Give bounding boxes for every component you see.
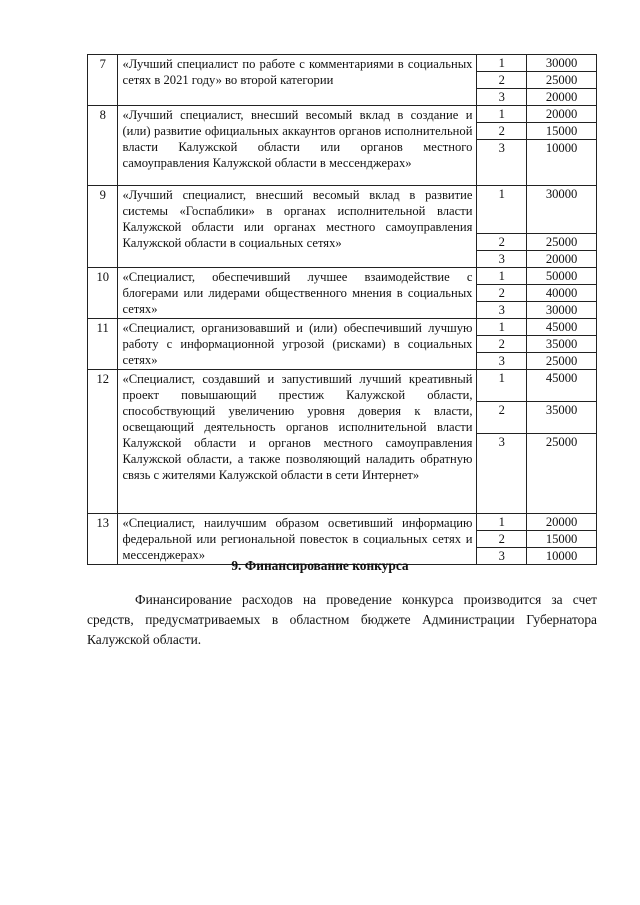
nomination-title: «Специалист, обеспечивший лучшее взаимодействие с блогерами или лидерами общественного мнения в социальных сетях» — [118, 268, 477, 319]
section-heading: 9. Финансирование конкурса — [231, 558, 409, 573]
prize-amount: 15000 — [527, 531, 597, 548]
section-paragraph: Финансирование расходов на проведение конкурса производится за счет средств, предусматриваемых в областном бюджете Администрации Губернатора Калужской области. — [87, 592, 597, 647]
prize-amount: 10000 — [527, 548, 597, 565]
prize-place: 1 — [477, 55, 527, 72]
nomination-number: 11 — [88, 319, 118, 370]
prize-amount: 25000 — [527, 434, 597, 514]
nomination-number: 9 — [88, 186, 118, 268]
nomination-title: «Специалист, организовавший и (или) обеспечивший лучшую работу с информационной угрозой (рисками) в социальных сетях» — [118, 319, 477, 370]
prize-amount: 40000 — [527, 285, 597, 302]
prize-amount: 25000 — [527, 72, 597, 89]
prize-place: 1 — [477, 370, 527, 402]
nomination-number: 8 — [88, 106, 118, 186]
nomination-title: «Лучший специалист, внесший весомый вклад в развитие системы «Госпаблики» в органах исполнительной власти Калужской области или органах местного самоуправления Калужской области в социальных сетях» — [118, 186, 477, 268]
nomination-number: 10 — [88, 268, 118, 319]
prize-amount: 50000 — [527, 268, 597, 285]
prize-amount: 20000 — [527, 106, 597, 123]
prize-place: 2 — [477, 72, 527, 89]
prize-amount: 35000 — [527, 336, 597, 353]
prize-place: 2 — [477, 234, 527, 251]
prize-amount: 10000 — [527, 140, 597, 186]
prize-place: 2 — [477, 285, 527, 302]
prize-place: 2 — [477, 402, 527, 434]
prize-place: 3 — [477, 353, 527, 370]
nomination-number: 12 — [88, 370, 118, 514]
awards-table-body — [88, 55, 597, 565]
nomination-number: 13 — [88, 514, 118, 565]
prize-amount: 20000 — [527, 514, 597, 531]
prize-place: 2 — [477, 123, 527, 140]
table-row — [88, 370, 597, 402]
prize-amount: 25000 — [527, 353, 597, 370]
table-row — [88, 55, 597, 72]
table-row — [88, 268, 597, 285]
prize-place: 1 — [477, 186, 527, 234]
prize-place: 1 — [477, 106, 527, 123]
table-row — [88, 514, 597, 531]
prize-amount: 30000 — [527, 55, 597, 72]
prize-amount: 30000 — [527, 186, 597, 234]
prize-place: 2 — [477, 531, 527, 548]
nomination-number: 7 — [88, 55, 118, 106]
prize-place: 3 — [477, 302, 527, 319]
nomination-title: «Лучший специалист по работе с комментариями в социальных сетях в 2021 году» во второй категории — [118, 55, 477, 106]
prize-place: 2 — [477, 336, 527, 353]
awards-table — [87, 54, 597, 565]
prize-place: 3 — [477, 89, 527, 106]
prize-place: 3 — [477, 548, 527, 565]
nomination-title: «Специалист, создавший и запустивший лучший креативный проект повышающий престиж Калужской области, способствующий увеличению уровня доверия к власти, освещающий деятельность органов исполнительной власти Калужской области и органов местного самоуправления Калужской области, а также позволяющий наладить обратную связь с жителями Калужской области в сети Интернет» — [118, 370, 477, 514]
prize-place: 1 — [477, 319, 527, 336]
prize-amount: 30000 — [527, 302, 597, 319]
nomination-title: «Специалист, наилучшим образом осветивший информацию федеральной или региональной повесток в социальных сетях и мессенджерах» — [118, 514, 477, 565]
prize-amount: 15000 — [527, 123, 597, 140]
prize-amount: 25000 — [527, 234, 597, 251]
prize-amount: 20000 — [527, 251, 597, 268]
prize-place: 1 — [477, 268, 527, 285]
table-row — [88, 106, 597, 123]
prize-place: 3 — [477, 434, 527, 514]
prize-amount: 45000 — [527, 319, 597, 336]
nomination-title: «Лучший специалист, внесший весомый вклад в создание и (или) развитие официальных аккаунтов органов исполнительной власти Калужской области или органов местного самоуправления Калужской области в мессенджерах» — [118, 106, 477, 186]
prize-place: 1 — [477, 514, 527, 531]
prize-amount: 35000 — [527, 402, 597, 434]
prize-place: 3 — [477, 140, 527, 186]
prize-amount: 20000 — [527, 89, 597, 106]
table-row — [88, 319, 597, 336]
prize-place: 3 — [477, 251, 527, 268]
table-row — [88, 186, 597, 234]
prize-amount: 45000 — [527, 370, 597, 402]
